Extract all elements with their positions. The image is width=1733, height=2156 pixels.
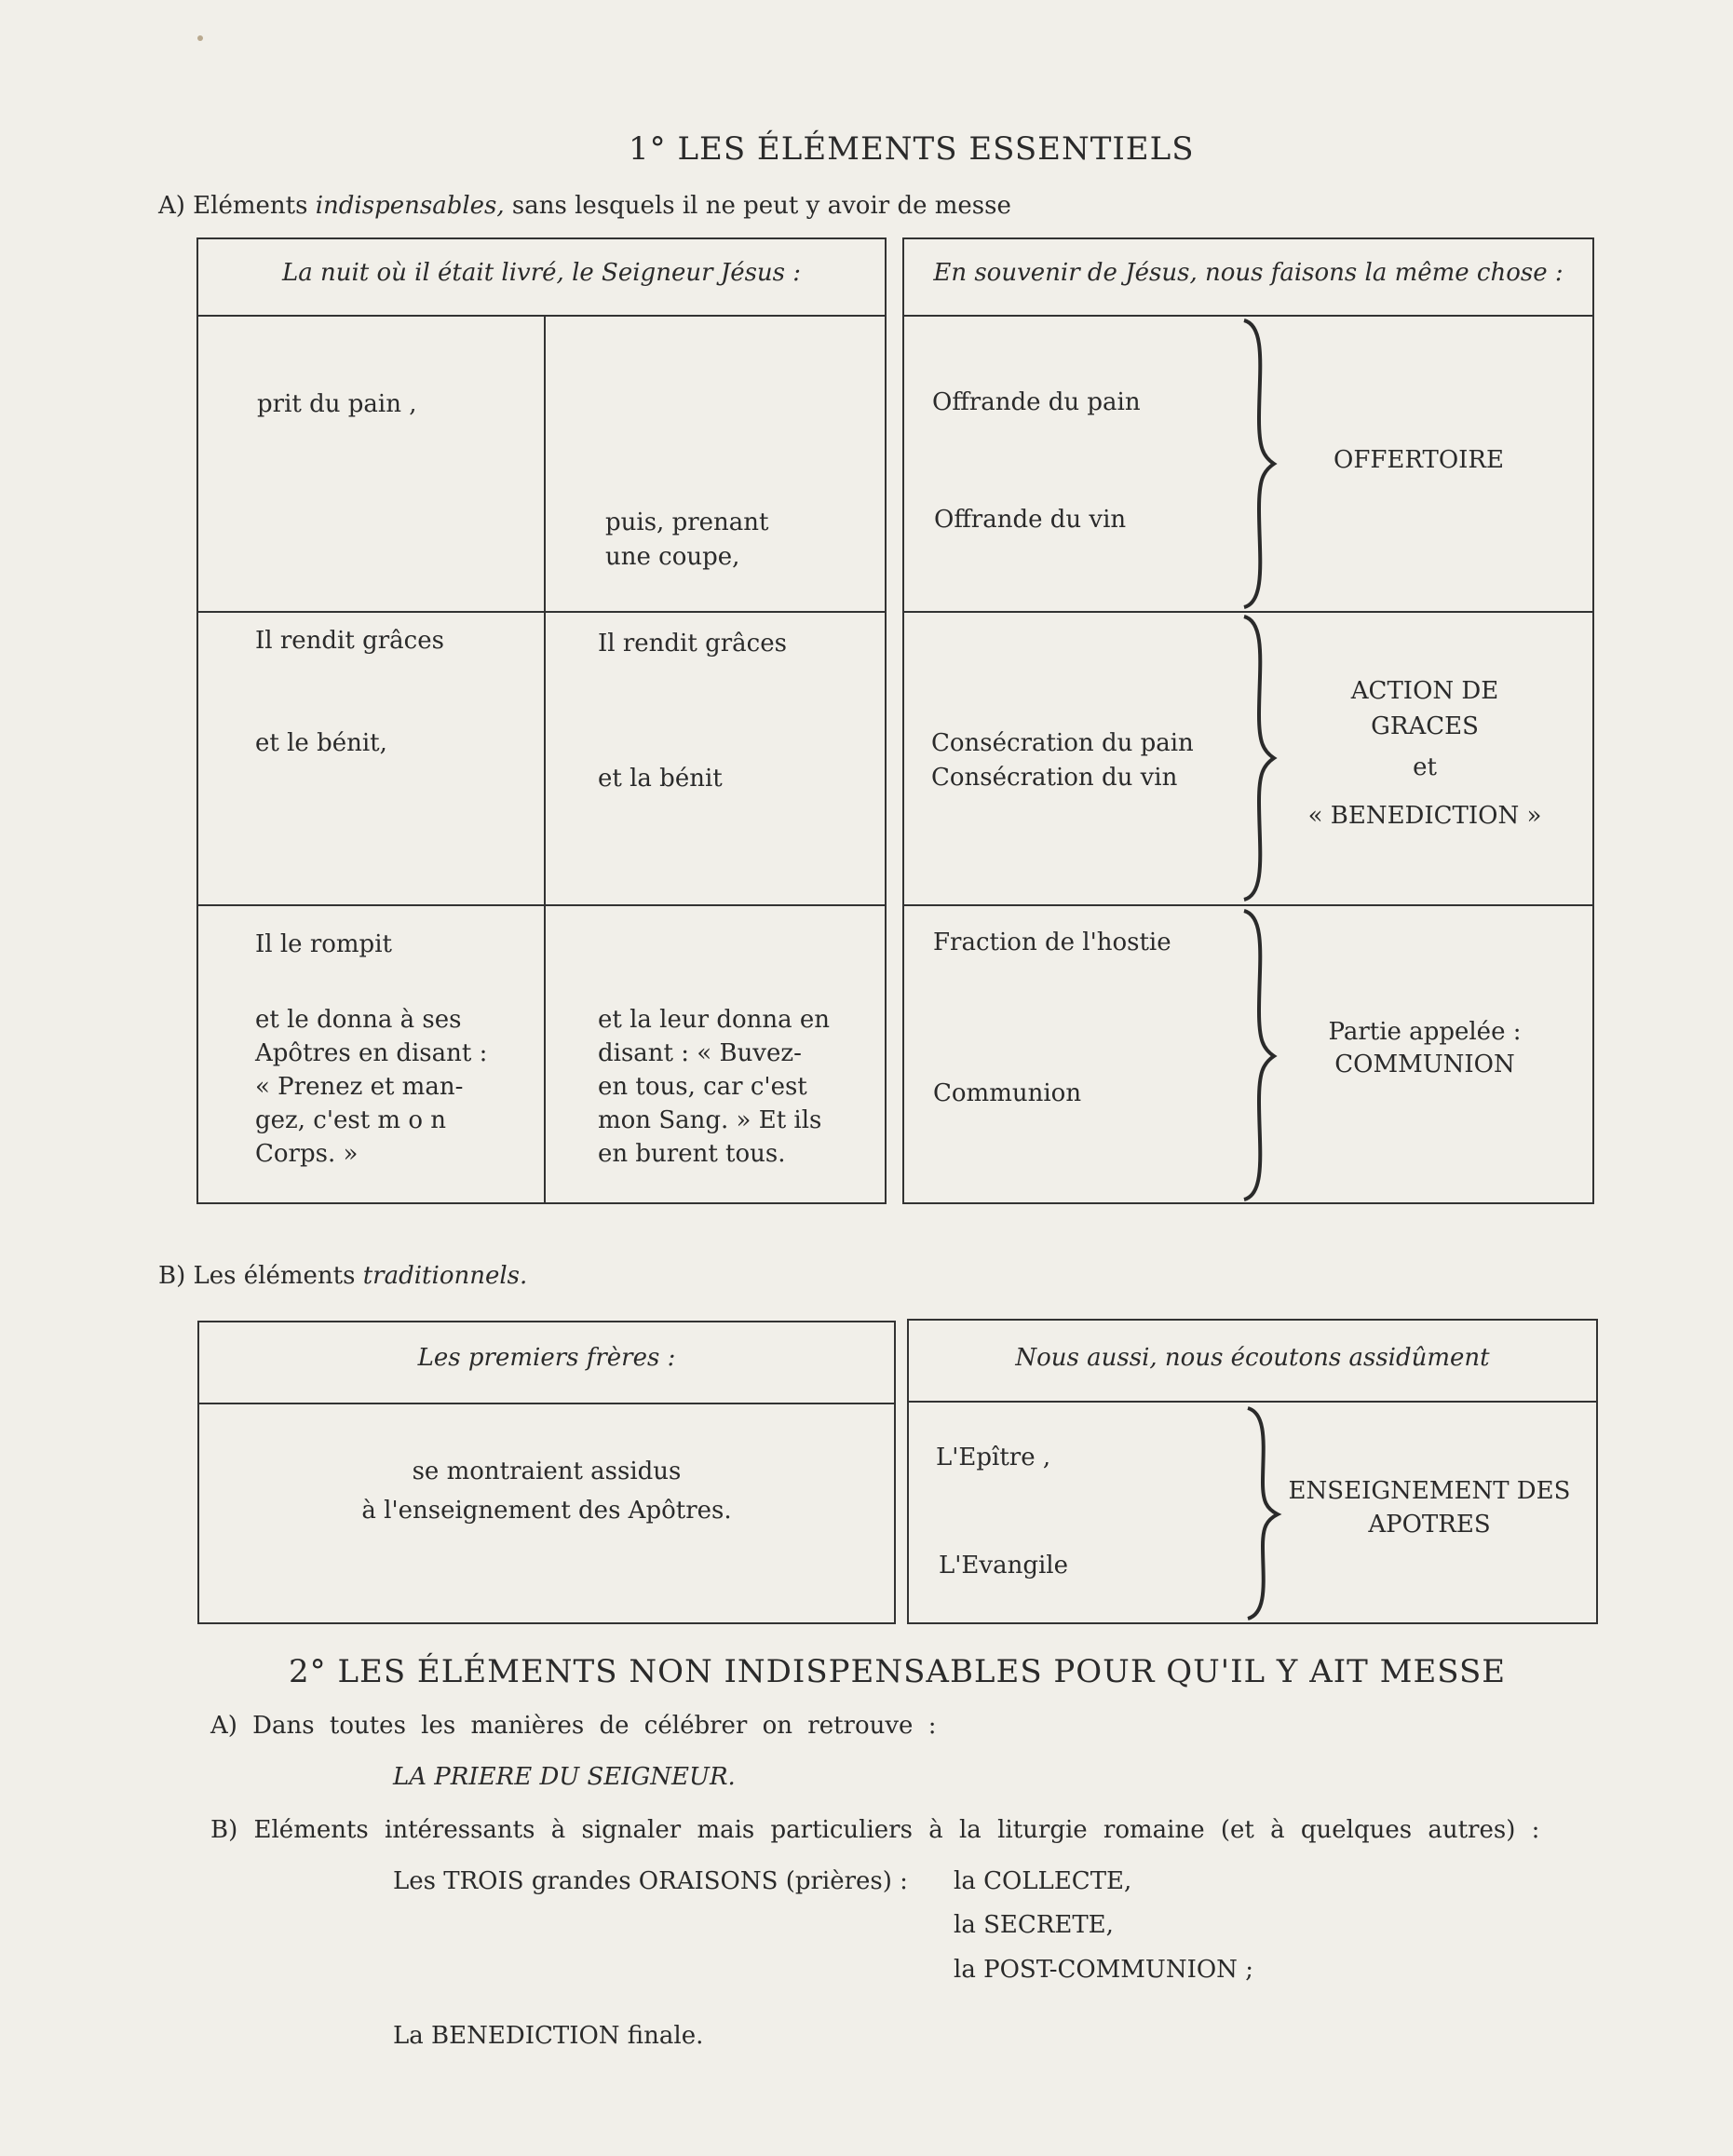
row1-r1: Offrande du pain [932,388,1141,416]
section2-b-final: La BENEDICTION finale. [393,2022,704,2050]
b-left-header: Les premiers frères : [417,1344,676,1372]
row2-label-l2: GRACES [1371,712,1479,740]
row3-c1-l2: et le donna à ses [255,1006,462,1034]
table-b-left-header-line [197,1403,896,1404]
row2-label-l4: « BENEDICTION » [1307,802,1542,830]
row1-brace-icon [1225,317,1281,611]
row3-c2-l4: mon Sang. » Et ils [598,1106,822,1134]
row1-c2-l1: puis, prenant [605,508,769,536]
section1-b-line [158,1259,527,1293]
section2-title: 2° LES ÉLÉMENTS NON INDISPENSABLES POUR QU'IL Y AIT MESSE [289,1653,1507,1690]
section1-a-line [158,189,1011,223]
row2-label-l1: ACTION DE [1350,677,1499,705]
row3-c2-l5: en burent tous. [598,1140,786,1168]
row3-c1-l1: Il le rompit [255,930,392,958]
a-rest: sans lesquels il ne peut y avoir de messe [511,192,1011,220]
section2-b-item-lead: Les TROIS grandes ORAISONS (prières) : [393,1867,908,1895]
row3-c1-l3: Apôtres en disant : [255,1039,488,1067]
row2-c1-l2: et le bénit, [255,729,387,757]
row2-brace-icon [1225,613,1281,903]
row2-c1-l1: Il rendit grâces [255,627,444,655]
section2-a-item: LA PRIERE DU SEIGNEUR. [393,1763,736,1791]
a-label: A) Eléments [158,192,308,220]
row2-r1: Consécration du pain [931,729,1194,757]
b-r1: L'Epître , [936,1444,1051,1471]
section2-a-line: A) Dans toutes les manières de célébrer on retrouve : [210,1712,937,1740]
row3-label-l1: Partie appelée : [1328,1018,1522,1046]
b-right-header: Nous aussi, nous écoutons assidûment [1015,1344,1490,1372]
section2-b-line: B) Eléments intéressants à signaler mais particuliers à la liturgie romaine (et à quelques autres) : [210,1816,1540,1844]
row3-c1-l5: gez, c'est m o n [255,1106,446,1134]
row3-brace-icon [1225,907,1281,1203]
paper-speck [197,35,203,41]
row3-r1: Fraction de l'hostie [933,929,1171,956]
row3-c1-l6: Corps. » [255,1140,359,1168]
b-r2: L'Evangile [939,1552,1068,1580]
row1-c2-l2: une coupe, [605,543,740,571]
row1-c1: prit du pain , [257,390,417,418]
row3-label-l2: COMMUNION [1334,1051,1515,1078]
b-label-l2: APOTRES [1368,1511,1491,1539]
b-label-l1: ENSEIGNEMENT DES [1288,1477,1571,1505]
row2-c2-l1: Il rendit grâces [598,630,787,658]
row1-label: OFFERTOIRE [1334,446,1504,474]
row3-c1-l4: « Prenez et man- [255,1073,464,1101]
row3-c2-l2: disant : « Buvez- [598,1039,802,1067]
row3-c2-l1: et la leur donna en [598,1006,831,1034]
row2-r2: Consécration du vin [931,764,1178,792]
table-a-left-header-line [196,315,887,317]
row2-c2-l2: et la bénit [598,765,723,793]
row3-r2: Communion [933,1079,1082,1107]
row3-c2-l3: en tous, car c'est [598,1073,807,1101]
b-left-l1: se montraient assidus [412,1458,682,1485]
section2-b-item1: la COLLECTE, [954,1867,1132,1895]
table-a-right-row-line-2 [902,904,1594,906]
section2-b-item2: la SECRETE, [954,1911,1114,1939]
section2-b-item3: la POST-COMMUNION ; [954,1956,1253,1984]
table-a-left-row-line-2 [196,904,887,906]
row2-label-l3: et [1413,753,1437,781]
b-italic: traditionnels. [362,1262,528,1290]
table-a-left-col-line [544,315,546,1204]
left-header: La nuit où il était livré, le Seigneur Jésus : [281,259,802,287]
table-b-right-header-line [907,1401,1598,1403]
section1-title: 1° LES ÉLÉMENTS ESSENTIELS [629,130,1195,168]
b-left-l2: à l'enseignement des Apôtres. [361,1497,732,1525]
a-italic: indispensables, [315,192,505,220]
table-a-left-row-line-1 [196,611,887,613]
b-label: B) Les éléments [158,1262,356,1290]
right-header: En souvenir de Jésus, nous faisons la même chose : [933,259,1564,287]
row1-r2: Offrande du vin [934,506,1127,534]
